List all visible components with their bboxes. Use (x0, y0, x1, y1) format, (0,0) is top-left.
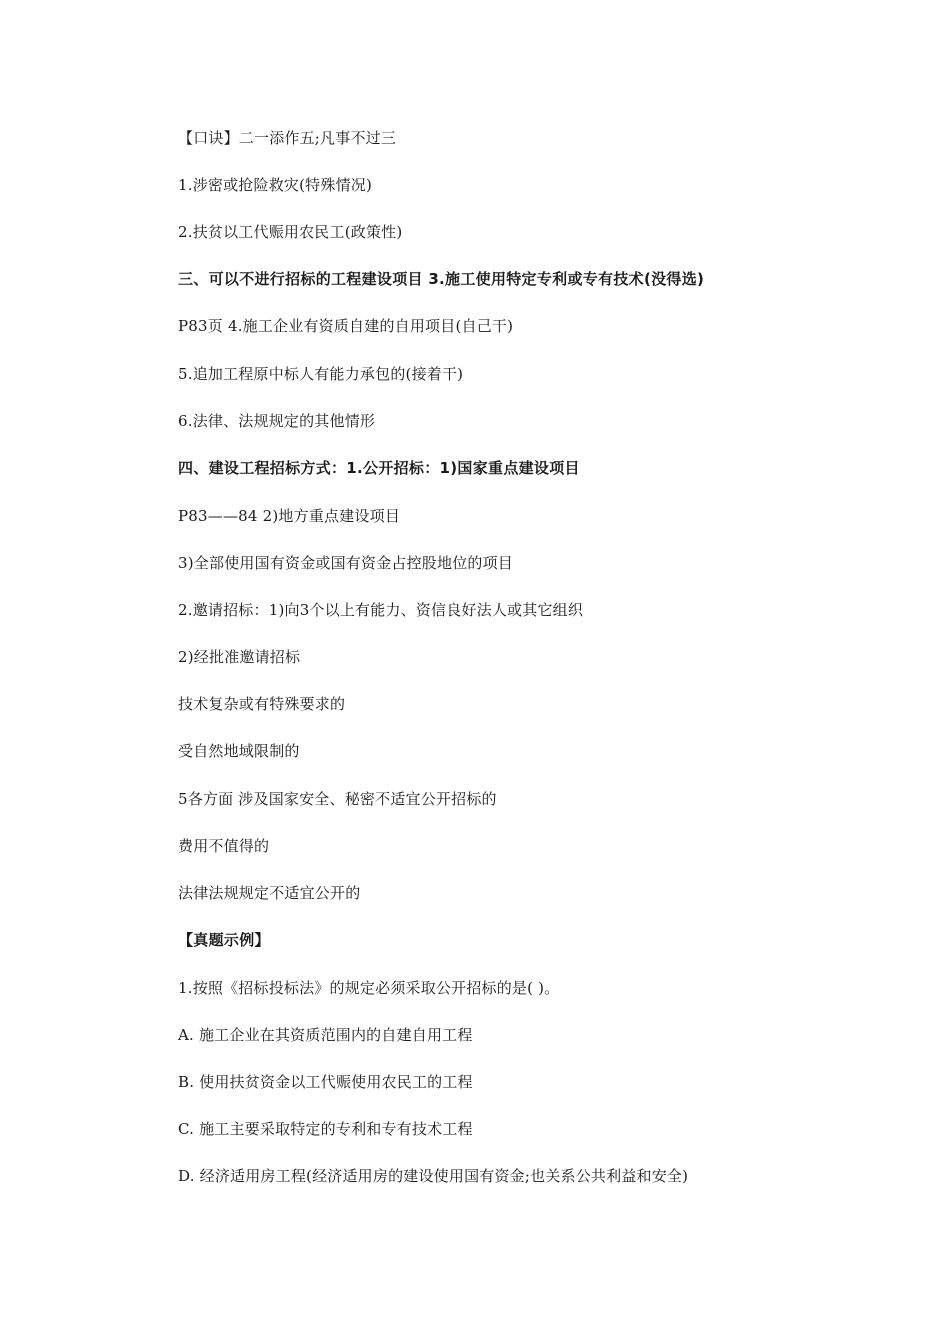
option-d: D. 经济适用房工程(经济适用房的建设使用国有资金;也关系公共利益和安全) (178, 1167, 689, 1185)
text-line: 2)经批准邀请招标 (178, 648, 301, 666)
example-heading: 【真题示例】 (178, 931, 270, 949)
text-line: 费用不值得的 (178, 837, 270, 855)
text-line: P83——84 2)地方重点建设项目 (178, 507, 401, 525)
section-heading: 四、建设工程招标方式：1.公开招标：1)国家重点建设项目 (178, 459, 580, 477)
text-line: P83页 4.施工企业有资质自建的自用项目(自己干) (178, 317, 514, 335)
text-line: 1.涉密或抢险救灾(特殊情况) (178, 176, 373, 194)
text-line: 技术复杂或有特殊要求的 (178, 695, 346, 713)
text-line: 2.邀请招标：1)向3个以上有能力、资信良好法人或其它组织 (178, 601, 584, 619)
option-b: B. 使用扶贫资金以工代赈使用农民工的工程 (178, 1073, 473, 1091)
text-line: 法律法规规定不适宜公开的 (178, 884, 361, 902)
section-heading: 三、可以不进行招标的工程建设项目 3.施工使用特定专利或专有技术(没得选) (178, 270, 705, 288)
text-line: 5各方面 涉及国家安全、秘密不适宜公开招标的 (178, 790, 497, 808)
text-line: 6.法律、法规规定的其他情形 (178, 412, 376, 430)
text-line: 受自然地域限制的 (178, 742, 300, 760)
text-line: 2.扶贫以工代赈用农民工(政策性) (178, 223, 403, 241)
text-line: 5.追加工程原中标人有能力承包的(接着干) (178, 365, 464, 383)
mnemonic-line: 【口诀】二一添作五;凡事不过三 (178, 129, 397, 147)
option-a: A. 施工企业在其资质范围内的自建自用工程 (178, 1026, 473, 1044)
question-line: 1.按照《招标投标法》的规定必须采取公开招标的是( )。 (178, 979, 560, 997)
option-c: C. 施工主要采取特定的专利和专有技术工程 (178, 1120, 473, 1138)
text-line: 3)全部使用国有资金或国有资金占控股地位的项目 (178, 554, 513, 572)
